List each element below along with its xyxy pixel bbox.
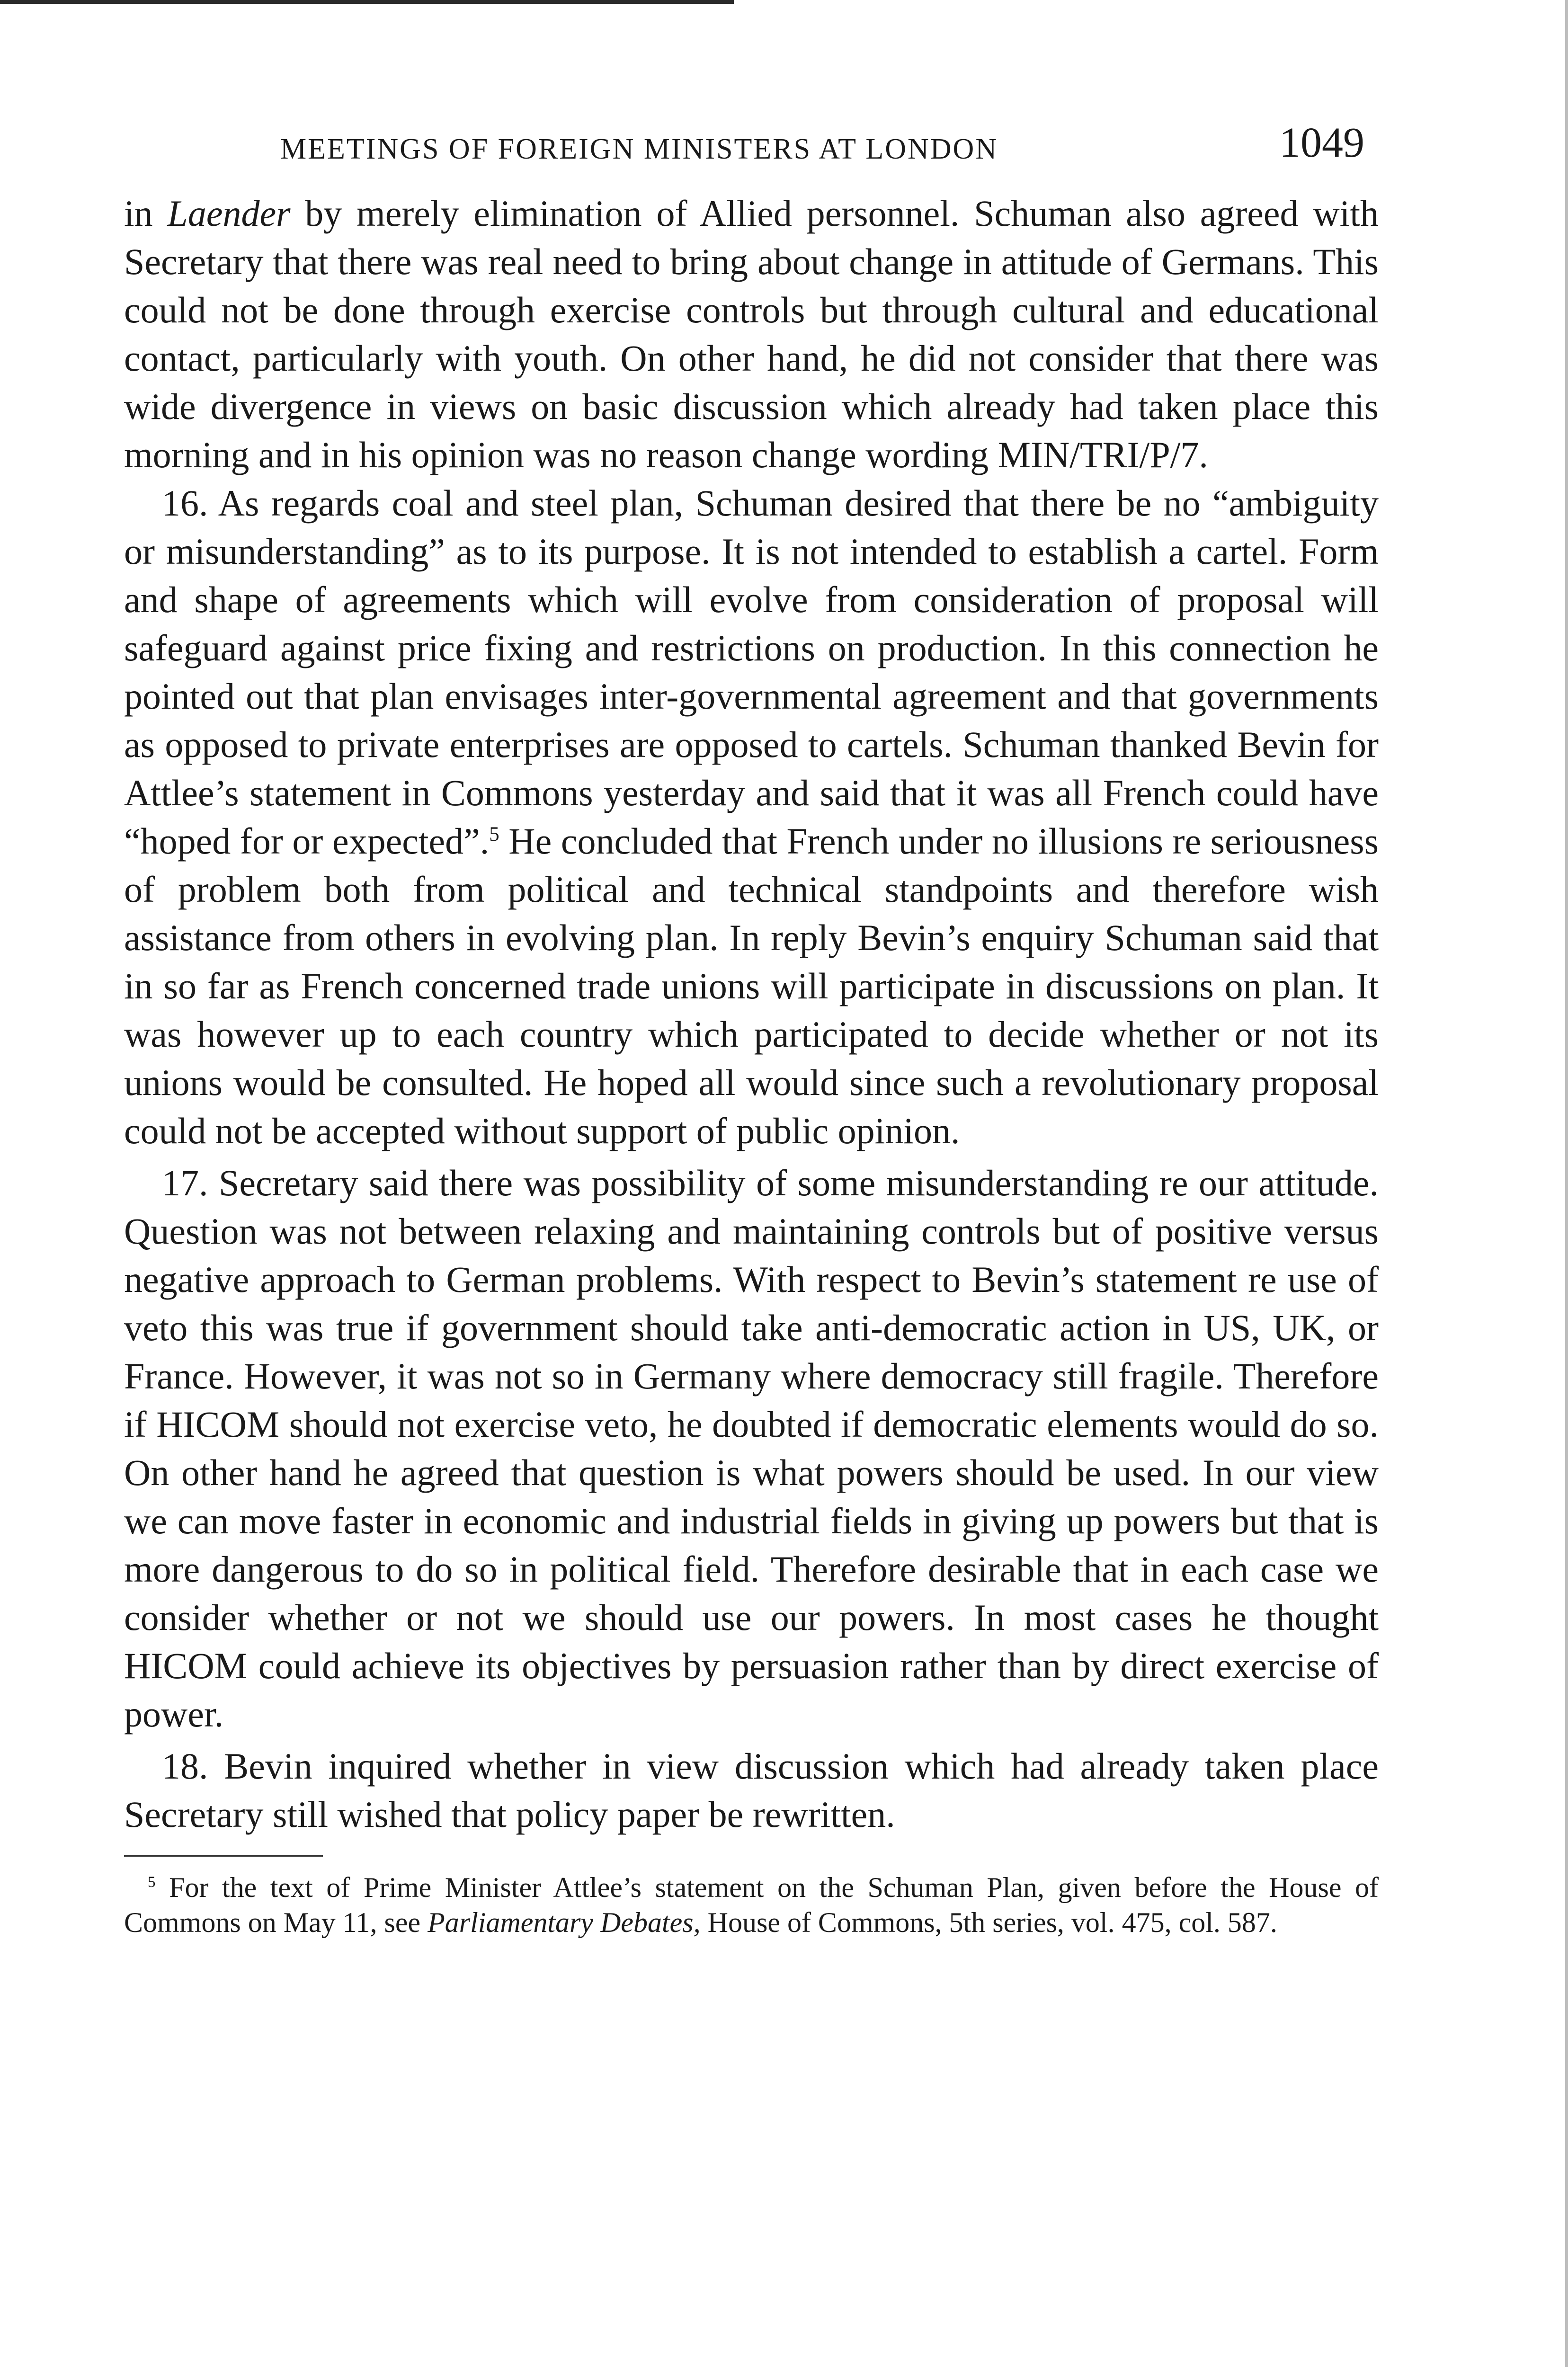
page-number: 1049 (1279, 119, 1364, 166)
paragraph-17: 17. Secretary said there was possibility of some misunderstanding re our attitude. Question was not between relaxing and maintaining controls but of positive versus negative approach to German problems. With respect to Bevin’s statement re use of veto this was true if government should take anti-democratic action in US, UK, or France. However, it was not so in Germany where democracy still fragile. Therefore if HICOM should not exercise veto, he doubted if democratic elements would do so. On other hand he agreed that question is what powers should be used. In our view we can move faster in economic and industrial fields in giving up powers but that is more dangerous to do so in political field. Therefore desirable that in each case we consider whether or not we should use our powers. In most cases he thought HICOM could achieve its objectives by persuasion rather than by direct exercise of power. (124, 1162, 1379, 1735)
para-text: He concluded that French under no illusions re seriousness of problem both from political and technical standpoints and therefore wish assistance from others in evolving plan. In reply Bevin’s enquiry Schuman said that in so far as French concerned trade unions will participate in discussions on plan. It was however up to each country which participated to decide whether or not its unions would be consulted. He hoped all would since such a revolutionary proposal could not be accepted without support of public opinion. (124, 820, 1379, 1151)
body-text (124, 189, 1379, 1839)
page-edge-shadow (1565, 0, 1568, 2367)
paragraph-18: 18. Bevin inquired whether in view discussion which had already taken place Secretary still wished that policy paper be rewritten. (124, 1745, 1379, 1835)
footnote-marker: 5 (148, 1874, 156, 1891)
paragraph-16 (124, 479, 1379, 1155)
running-title: MEETINGS OF FOREIGN MINISTERS AT LONDON (280, 133, 998, 165)
para-text: 16. As regards coal and steel plan, Schuman desired that there be no “ambiguity or misunderstanding” as to its purpose. It is not intended to establish a cartel. Form and shape of agreements which will evolve from consideration of proposal will safeguard against price fixing and restrictions on production. In this connection he pointed out that plan envisages inter-governmental agreement and that governments as opposed to private enterprises are opposed to cartels. Schuman thanked Bevin for Attlee’s statement in Commons yesterday and said that it was all French could have “hoped for or expected”. (124, 482, 1379, 862)
footnote (124, 1870, 1379, 1940)
italic-term: Laender (167, 193, 291, 234)
top-edge-rule (0, 0, 734, 4)
footnote-text: For the text of Prime Minister Attlee’s statement on the Schuman Plan, given before the House of Commons on May 11, see (124, 1872, 1379, 1938)
paragraph-continuation (124, 189, 1379, 479)
para-text: by merely elimination of Allied personnel. Schuman also agreed with Secretary that there was real need to bring about change in attitude of Germans. This could not be done through exercise controls but through cultural and educational contact, particularly with youth. On other hand, he did not consider that there was wide divergence in views on basic discussion which already had taken place this morning and in his opinion was no reason change wording MIN/TRI/P/7. (124, 193, 1379, 475)
footnote-reference: 5 (489, 823, 499, 845)
footnote-italic: Parliamentary Debates, (428, 1907, 701, 1938)
footnote-text: House of Commons, 5th series, vol. 475, col. 587. (700, 1907, 1277, 1938)
para-text: in (124, 193, 168, 234)
document-page (124, 109, 1379, 1940)
footnote-divider (124, 1855, 323, 1857)
running-head (124, 109, 1379, 180)
